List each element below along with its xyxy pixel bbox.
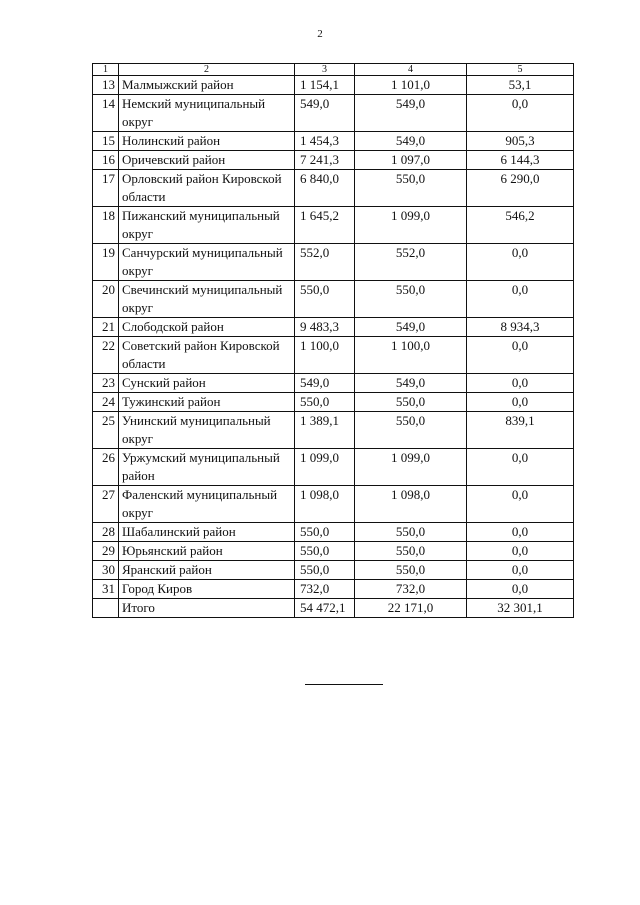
col5-value-cell: 546,2 [467, 207, 574, 244]
col5-value-cell: 0,0 [467, 95, 574, 132]
col4-value-cell: 550,0 [355, 393, 467, 412]
district-name-cell: Уржумский муниципальный район [119, 449, 295, 486]
col4-value-cell: 1 098,0 [355, 486, 467, 523]
district-name-cell: Юрьянский район [119, 542, 295, 561]
district-name-cell: Немский муниципальный округ [119, 95, 295, 132]
header-cell: 3 [295, 64, 355, 76]
table-row [93, 170, 574, 207]
table-row [93, 412, 574, 449]
col4-value-cell: 1 100,0 [355, 337, 467, 374]
col3-value-cell: 550,0 [295, 561, 355, 580]
col5-value-cell: 8 934,3 [467, 318, 574, 337]
col4-value-cell: 1 099,0 [355, 449, 467, 486]
district-name-cell: Свечинский муниципальный округ [119, 281, 295, 318]
district-name-cell: Нолинский район [119, 132, 295, 151]
table-row [93, 337, 574, 374]
col3-value-cell: 1 100,0 [295, 337, 355, 374]
col4-value-cell: 732,0 [355, 580, 467, 599]
allocation-table [92, 63, 574, 618]
row-number-cell: 14 [93, 95, 119, 132]
table-row [93, 244, 574, 281]
col3-value-cell: 549,0 [295, 95, 355, 132]
table-row [93, 486, 574, 523]
col5-value-cell: 0,0 [467, 337, 574, 374]
row-number-cell: 24 [93, 393, 119, 412]
col3-value-cell: 550,0 [295, 542, 355, 561]
district-name-cell: Орловский район Кировской области [119, 170, 295, 207]
total-row [93, 599, 574, 618]
row-number-cell: 19 [93, 244, 119, 281]
row-number-cell: 26 [93, 449, 119, 486]
col3-value-cell: 549,0 [295, 374, 355, 393]
header-cell: 4 [355, 64, 467, 76]
table-row [93, 393, 574, 412]
col3-value-cell: 1 098,0 [295, 486, 355, 523]
col5-value-cell: 0,0 [467, 449, 574, 486]
col3-value-cell: 732,0 [295, 580, 355, 599]
col3-value-cell: 54 472,1 [295, 599, 355, 618]
col4-value-cell: 22 171,0 [355, 599, 467, 618]
col3-value-cell: 7 241,3 [295, 151, 355, 170]
col4-value-cell: 550,0 [355, 412, 467, 449]
col4-value-cell: 550,0 [355, 561, 467, 580]
table-row [93, 151, 574, 170]
col4-value-cell: 552,0 [355, 244, 467, 281]
table-row [93, 95, 574, 132]
district-name-cell: Унинский муниципальный округ [119, 412, 295, 449]
col5-value-cell: 0,0 [467, 393, 574, 412]
col4-value-cell: 550,0 [355, 170, 467, 207]
table-header-row [93, 64, 574, 76]
table-row [93, 523, 574, 542]
district-name-cell: Шабалинский район [119, 523, 295, 542]
header-cell: 1 [93, 64, 119, 76]
row-number-cell [93, 599, 119, 618]
table-row [93, 207, 574, 244]
col3-value-cell: 1 645,2 [295, 207, 355, 244]
table-row [93, 76, 574, 95]
row-number-cell: 20 [93, 281, 119, 318]
district-name-cell: Пижанский муниципальный округ [119, 207, 295, 244]
table-row [93, 542, 574, 561]
col4-value-cell: 1 099,0 [355, 207, 467, 244]
row-number-cell: 17 [93, 170, 119, 207]
col3-value-cell: 550,0 [295, 281, 355, 318]
row-number-cell: 30 [93, 561, 119, 580]
col5-value-cell: 0,0 [467, 281, 574, 318]
district-name-cell: Советский район Кировской области [119, 337, 295, 374]
col4-value-cell: 549,0 [355, 374, 467, 393]
col5-value-cell: 0,0 [467, 523, 574, 542]
col4-value-cell: 549,0 [355, 318, 467, 337]
table-row [93, 374, 574, 393]
district-name-cell: Оричевский район [119, 151, 295, 170]
row-number-cell: 15 [93, 132, 119, 151]
table-row [93, 132, 574, 151]
row-number-cell: 29 [93, 542, 119, 561]
table-row [93, 318, 574, 337]
table-row [93, 449, 574, 486]
row-number-cell: 27 [93, 486, 119, 523]
col3-value-cell: 552,0 [295, 244, 355, 281]
col5-value-cell: 32 301,1 [467, 599, 574, 618]
col4-value-cell: 550,0 [355, 542, 467, 561]
row-number-cell: 25 [93, 412, 119, 449]
header-cell: 2 [119, 64, 295, 76]
col5-value-cell: 0,0 [467, 580, 574, 599]
col4-value-cell: 1 101,0 [355, 76, 467, 95]
district-name-cell: Малмыжский район [119, 76, 295, 95]
col3-value-cell: 6 840,0 [295, 170, 355, 207]
page-number: 2 [317, 28, 323, 40]
col5-value-cell: 0,0 [467, 374, 574, 393]
district-name-cell: Итого [119, 599, 295, 618]
district-name-cell: Тужинский район [119, 393, 295, 412]
row-number-cell: 21 [93, 318, 119, 337]
row-number-cell: 22 [93, 337, 119, 374]
col3-value-cell: 1 389,1 [295, 412, 355, 449]
col5-value-cell: 905,3 [467, 132, 574, 151]
row-number-cell: 31 [93, 580, 119, 599]
district-name-cell: Слободской район [119, 318, 295, 337]
closing-rule [305, 684, 383, 685]
col5-value-cell: 0,0 [467, 486, 574, 523]
row-number-cell: 16 [93, 151, 119, 170]
col5-value-cell: 839,1 [467, 412, 574, 449]
row-number-cell: 23 [93, 374, 119, 393]
col5-value-cell: 0,0 [467, 561, 574, 580]
col5-value-cell: 6 144,3 [467, 151, 574, 170]
district-name-cell: Яранский район [119, 561, 295, 580]
col3-value-cell: 9 483,3 [295, 318, 355, 337]
row-number-cell: 18 [93, 207, 119, 244]
table-row [93, 281, 574, 318]
col3-value-cell: 1 454,3 [295, 132, 355, 151]
district-name-cell: Сунский район [119, 374, 295, 393]
table-row [93, 561, 574, 580]
col4-value-cell: 1 097,0 [355, 151, 467, 170]
col4-value-cell: 550,0 [355, 523, 467, 542]
col4-value-cell: 549,0 [355, 132, 467, 151]
header-cell: 5 [467, 64, 574, 76]
row-number-cell: 28 [93, 523, 119, 542]
district-name-cell: Фаленский муниципальный округ [119, 486, 295, 523]
col3-value-cell: 550,0 [295, 523, 355, 542]
col3-value-cell: 1 099,0 [295, 449, 355, 486]
col5-value-cell: 0,0 [467, 542, 574, 561]
district-name-cell: Санчурский муниципальный округ [119, 244, 295, 281]
col5-value-cell: 0,0 [467, 244, 574, 281]
table-row [93, 580, 574, 599]
col3-value-cell: 1 154,1 [295, 76, 355, 95]
col4-value-cell: 549,0 [355, 95, 467, 132]
col3-value-cell: 550,0 [295, 393, 355, 412]
district-name-cell: Город Киров [119, 580, 295, 599]
col5-value-cell: 53,1 [467, 76, 574, 95]
col5-value-cell: 6 290,0 [467, 170, 574, 207]
col4-value-cell: 550,0 [355, 281, 467, 318]
row-number-cell: 13 [93, 76, 119, 95]
